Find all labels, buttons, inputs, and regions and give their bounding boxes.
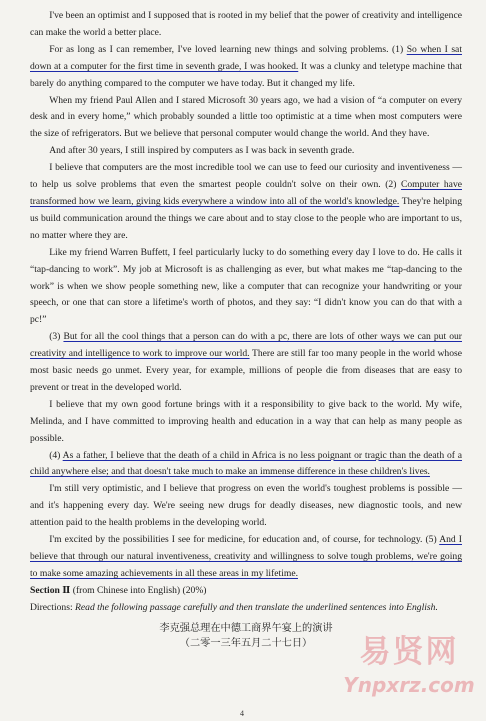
- paragraph-text: (3): [49, 331, 64, 343]
- paragraph: [30, 8, 462, 42]
- paragraph-text: And after 30 years, I still inspired by computers as I was back in seventh grade.: [49, 145, 355, 157]
- document-page: [30, 8, 462, 651]
- underlined-sentence: As a father, I believe that the death of a child in Africa is no less poignant or tragic than the death of a child anywhere else; and that doesn't take much to make an immense difference in these children's lives.: [30, 449, 462, 478]
- section-heading: [30, 583, 462, 600]
- directions-text: Read the following passage carefully and then translate the underlined sentences into English.: [75, 601, 438, 613]
- directions: [30, 600, 462, 617]
- paragraph-text: I'm still very optimistic, and I believe that progress on even the world's toughest problems is possible — and it's happening every day. We're seeing new drugs for deadly diseases, new diagnostic tools, and new attention paid to the health problems in the developing world.: [30, 483, 462, 529]
- underlined-sentence: And I believe that through our natural inventiveness, creativity and willingness to solve tough problems, we're going to make some amazing achievements in all these areas in my lifetime.: [30, 534, 462, 579]
- paragraph-text: For as long as I can remember, I've loved learning new things and solving problems. (1): [49, 43, 407, 55]
- watermark-chinese: 易贤网: [359, 634, 459, 670]
- watermark-url: Ynpxrz.com: [343, 673, 475, 697]
- paragraph: [30, 143, 462, 160]
- paragraph-text: I believe that computers are the most incredible tool we can use to feed our curiosity and inventiveness — to help us solve problems that even the smartest people couldn't solve on their own. (2): [30, 162, 462, 191]
- paragraph-text: I believe that my own good fortune brings with it a responsibility to give back to the world. My wife, Melinda, and I have committed to improving health and education in a way that can help as many people as possible.: [30, 398, 462, 444]
- site-watermark: [335, 632, 483, 718]
- paragraph-text: I've been an optimist and I supposed that is rooted in my belief that the power of creativity and intelligence can make the world a better place.: [30, 10, 462, 38]
- paragraph-text: They're helping us build communication around the things we care about and to stay close to the people who are important to us, no matter where they are.: [30, 195, 462, 241]
- paragraph: [30, 93, 462, 144]
- passage: [30, 8, 462, 583]
- paragraph-text: (4): [49, 449, 63, 461]
- paragraph-text: I'm excited by the possibilities I see for medicine, for education and, of course, for technology. (5): [49, 534, 440, 546]
- paragraph: [30, 397, 462, 448]
- paragraph: [30, 42, 462, 93]
- section-label: Section Ⅱ: [30, 584, 71, 596]
- paragraph: [30, 329, 462, 397]
- paragraph-text: It was a clunky and teletype machine that barely do anything compared to the computer we have today. But it changed my life.: [30, 60, 462, 89]
- paragraph-text: Like my friend Warren Buffett, I feel particularly lucky to do something every day I love to do. He calls it “tap-dancing to work”. My job at Microsoft is as challenging as ever, but what makes me “tap-dancing to the work” is when we show people something new, like a computer that can recognize your handwriting or your speech, or one that can store a lifetime's worth of photos, and they say: “I didn't know you can do that with a pc!”: [30, 246, 462, 326]
- paragraph: [30, 481, 462, 532]
- paragraph-text: When my friend Paul Allen and I stared Microsoft 30 years ago, we had a vision of “a computer on every desk and in every home,” which probably sounded a little too optimistic at a time when most computers were the size of refrigerators. But we believe that personal computer would change the world. And they have.: [30, 94, 462, 140]
- section-subtitle: (from Chinese into English) (20%): [72, 584, 207, 596]
- paragraph: [30, 532, 462, 583]
- underlined-sentence: Computer have transformed how we learn, giving kids everywhere a window into all of the world's knowledge.: [30, 179, 462, 207]
- directions-label: Directions:: [30, 601, 76, 613]
- underlined-sentence: But for all the cool things that a person can do with a pc, there are lots of other ways we can put our creativity and intelligence to work to improve our world.: [30, 331, 462, 360]
- paragraph-text: There are still far too many people in the world whose most basic needs go unmet. Every year, for example, millions of people die from diseases that are easy to prevent or treat in the developed world.: [30, 348, 462, 393]
- paragraph: [30, 160, 462, 245]
- chinese-date: （二零一三年五月二十七日）: [179, 637, 313, 649]
- paragraph: [30, 245, 462, 330]
- page-number: 4: [240, 709, 244, 718]
- chinese-title: 李克强总理在中德工商界午宴上的演讲: [159, 622, 333, 634]
- paragraph: [30, 448, 462, 482]
- underlined-sentence: So when I sat down at a computer for the first time in seventh grade, I was hooked.: [30, 43, 462, 72]
